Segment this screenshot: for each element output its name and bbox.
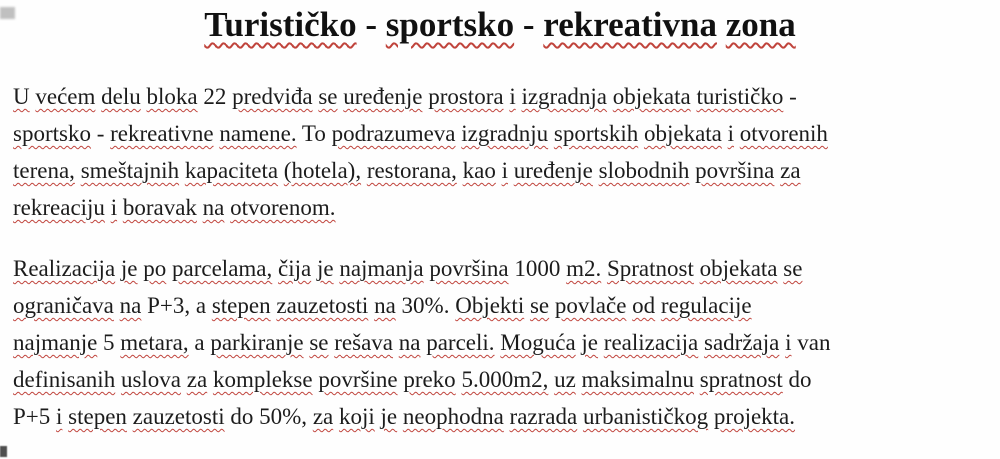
word: 5.000m2, xyxy=(461,367,549,392)
word: delu xyxy=(101,84,141,109)
word: je xyxy=(120,256,138,281)
word: Realizacija xyxy=(13,256,116,281)
word: U xyxy=(13,84,30,109)
word: uz xyxy=(554,367,576,392)
word: - xyxy=(789,84,797,109)
word: preko xyxy=(403,367,456,392)
word: stepen xyxy=(68,404,127,429)
word: rešava xyxy=(334,330,393,355)
word: rekreativna xyxy=(543,5,717,44)
word: - xyxy=(96,121,105,146)
word: Turističko xyxy=(204,5,357,44)
word: većem xyxy=(35,84,96,109)
word: i xyxy=(110,195,118,220)
text-line xyxy=(13,398,988,435)
scan-artifact-bottom-left xyxy=(0,446,7,457)
word: na xyxy=(202,195,225,220)
word: se xyxy=(309,330,329,355)
word: parceli. xyxy=(426,330,495,355)
word: 50%, xyxy=(259,404,308,429)
word: (hotela), xyxy=(283,158,362,183)
text-line xyxy=(13,250,988,287)
word: do xyxy=(230,404,254,429)
word: razrada xyxy=(509,404,578,429)
word: sportskih xyxy=(553,121,639,146)
word: povlače xyxy=(554,293,627,318)
word: Moguća xyxy=(500,330,576,355)
word: boravak xyxy=(122,195,197,220)
word: van xyxy=(797,330,831,355)
word: se xyxy=(783,256,803,281)
word: spratnost xyxy=(699,367,783,392)
word: sportsko xyxy=(385,5,515,44)
word: je xyxy=(581,330,599,355)
word: za xyxy=(186,367,208,392)
word: rekreaciju xyxy=(13,195,105,220)
word: bloka xyxy=(146,84,198,109)
word: na xyxy=(374,293,396,318)
word: neophodna xyxy=(402,404,504,429)
text-line xyxy=(13,189,988,226)
word: izgradnja xyxy=(521,84,608,109)
word: turističko xyxy=(696,84,784,109)
word: prostora xyxy=(428,84,504,109)
word: regulacije xyxy=(660,293,752,318)
word: i xyxy=(501,158,508,183)
word: metara, xyxy=(120,330,189,355)
word: uređenje xyxy=(513,158,593,183)
word: 30%. xyxy=(401,293,450,318)
word: a xyxy=(194,330,205,355)
word: realizacija xyxy=(603,330,699,355)
word: m2. xyxy=(566,256,602,281)
word: 22 xyxy=(203,84,227,109)
word: površina xyxy=(695,158,775,183)
word: zauzetosti xyxy=(132,404,225,429)
word: stepen xyxy=(211,293,271,318)
word: izgradnju xyxy=(461,121,549,146)
word: objekata xyxy=(612,84,691,109)
word: otvorenih xyxy=(739,121,828,146)
word: ograničava xyxy=(13,293,114,318)
word: Objekti xyxy=(455,293,525,318)
text-line xyxy=(13,361,988,398)
word: za xyxy=(780,158,801,183)
text-line xyxy=(13,287,988,324)
word: čija xyxy=(278,256,312,281)
word: površina xyxy=(429,256,509,281)
document-title xyxy=(0,5,1000,45)
word: To xyxy=(301,121,326,146)
word: maksimalnu xyxy=(581,367,694,392)
word: površine xyxy=(318,367,398,392)
word: koji xyxy=(338,404,375,429)
word: i xyxy=(785,330,792,355)
word: do xyxy=(788,367,812,392)
word: otvorenom. xyxy=(230,195,336,220)
word: na xyxy=(119,293,142,318)
text-line xyxy=(13,115,988,152)
paragraph-realization-rules xyxy=(13,250,988,435)
word: P+5 xyxy=(13,404,51,429)
word: restorana, xyxy=(366,158,457,183)
paragraph-zone-description xyxy=(13,78,988,226)
word: zauzetosti xyxy=(276,293,369,318)
word: se xyxy=(529,293,550,318)
word: se xyxy=(318,84,338,109)
word: kapaciteta xyxy=(184,158,279,183)
text-line xyxy=(13,78,988,115)
word: zona xyxy=(725,5,796,44)
word: i xyxy=(56,404,63,429)
word: definisanih xyxy=(13,367,116,392)
word: je xyxy=(316,256,334,281)
word: sportsko xyxy=(13,121,91,146)
word: a xyxy=(195,293,207,318)
word: 5 xyxy=(103,330,115,355)
word: najmanje xyxy=(13,330,98,355)
word: sadržaja xyxy=(704,330,780,355)
word: na xyxy=(398,330,421,355)
word: - xyxy=(365,5,378,44)
word: namene. xyxy=(219,121,297,146)
word: projekta. xyxy=(713,404,796,429)
word: uslova xyxy=(120,367,182,392)
word: i xyxy=(727,121,735,146)
word: objekata xyxy=(643,121,722,146)
word: - xyxy=(522,5,535,44)
word: rekreativne xyxy=(110,121,214,146)
word: parkiranje xyxy=(210,330,304,355)
word: P+3, xyxy=(147,293,191,318)
word: terena, xyxy=(13,158,75,183)
word: smeštajnih xyxy=(80,158,180,183)
word: za xyxy=(312,404,334,429)
word: kao xyxy=(462,158,496,183)
word: slobodnih xyxy=(598,158,690,183)
word: urbanističkog xyxy=(582,404,709,429)
word: i xyxy=(509,84,516,109)
word: je xyxy=(380,404,398,429)
word: najmanja xyxy=(339,256,424,281)
word: parcelama, xyxy=(172,256,273,281)
text-line xyxy=(13,324,988,361)
word: komplekse xyxy=(212,367,313,392)
word: od xyxy=(632,293,656,318)
word: uređenje xyxy=(343,84,423,109)
word: objekata xyxy=(699,256,778,281)
word: Spratnost xyxy=(606,256,694,281)
word: 1000 xyxy=(514,256,561,281)
word: po xyxy=(143,256,167,281)
word: predviđa xyxy=(232,84,313,109)
word: podrazumeva xyxy=(331,121,456,146)
text-line xyxy=(13,152,988,189)
